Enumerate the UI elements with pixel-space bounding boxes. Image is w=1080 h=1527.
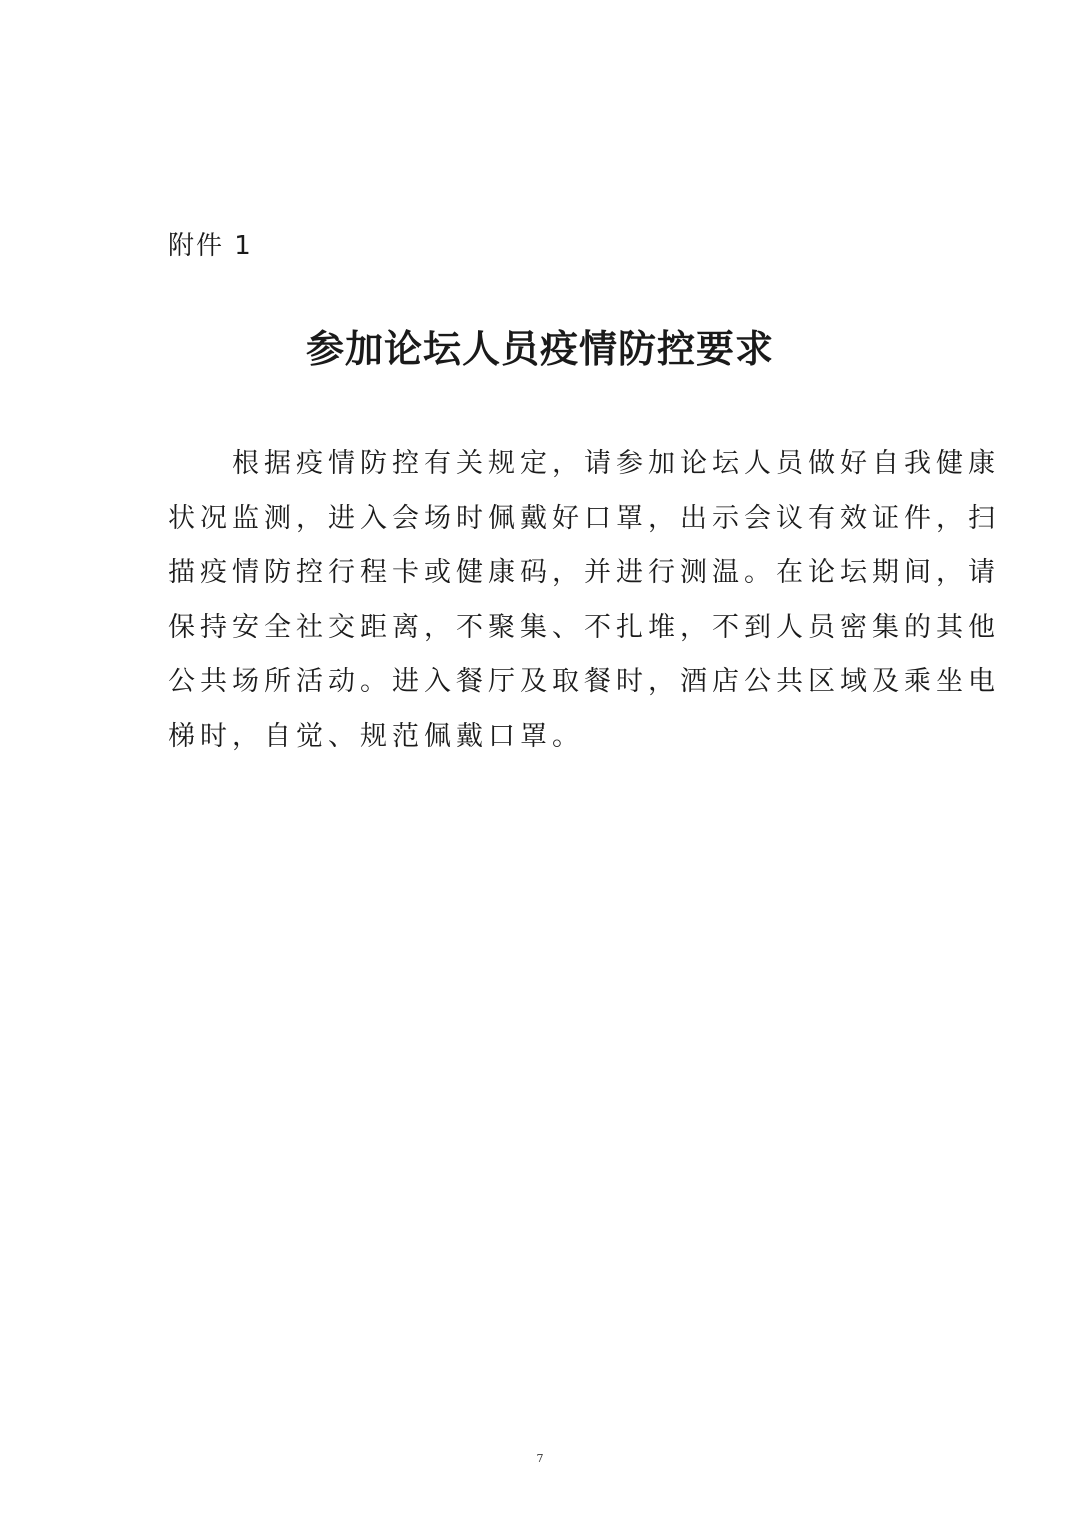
body-line: 根据疫情防控有关规定，请参加论坛人员做好自我健康 [168,448,1000,479]
body-line: 保持安全社交距离，不聚集、不扎堆，不到人员密集的其他 [168,611,1000,643]
body-line: 状况监测，进入会场时佩戴好口罩，出示会议有效证件，扫 [168,502,1000,534]
body-line: 公共场所活动。进入餐厅及取餐时，酒店公共区域及乘坐电 [168,666,1000,697]
page-number: 7 [536,1452,544,1465]
body-line: 描疫情防控行程卡或健康码，并进行测温。在论坛期间，请 [168,557,1000,588]
attachment-label: 附件 1 [168,231,253,261]
body-line: 梯时，自觉、规范佩戴口罩。 [168,720,584,752]
document-title: 参加论坛人员疫情防控要求 [305,326,774,371]
body-paragraph [168,437,1000,764]
